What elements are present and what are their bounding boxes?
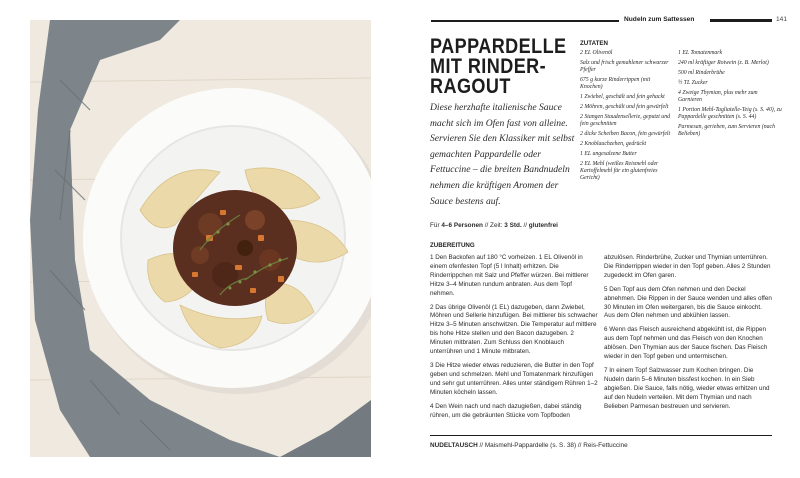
section-title: Nudeln zum Sattessen (624, 16, 695, 23)
ingredients-list-left (580, 50, 674, 185)
ingredient-item: 1 EL ungesalzene Butter (580, 151, 637, 157)
ingredient-item: 1 EL Tomatenmark (678, 50, 723, 56)
ingredient-item: ½ TL Zucker (678, 80, 708, 86)
recipe-page (420, 0, 800, 478)
footer-separator: // (577, 442, 582, 449)
ingredient-item: 2 Knoblauchzehen, gedrückt (580, 141, 647, 147)
steps-heading: ZUBEREITUNG (430, 242, 475, 249)
step-paragraph: 7 In einem Topf Salzwasser zum Kochen bringen. Die Nudeln darin 5–6 Minuten bissfest kochen. In ein Sieb abgießen. Die Sauce, falls nötig, wieder etwas erhitzen und auf den Nudeln verteilen. Mit dem Thymian und nach Belieben Parmesan bestreuen und servieren. (604, 366, 770, 410)
footer-label: NUDELTAUSCH (430, 442, 478, 449)
recipe-meta (430, 222, 558, 229)
recipe-title-line-3: RAGOUT (430, 75, 511, 98)
noodle-swap-footer (430, 442, 628, 449)
header-rule (431, 20, 619, 22)
step-paragraph: 5 Den Topf aus dem Ofen nehmen und den Deckel abnehmen. Die Rippen in der Sauce wenden und alles offen 30 Minuten im Ofen weitergaren, bis die Sauce einkocht. Aus dem Ofen nehmen und abkühlen lassen. (604, 285, 772, 320)
ingredient-item: 1 Portion Mehl-Tagliatelle-Teig (s. S. 40), zu Pappardelle geschnitten (s. S. 44) (678, 107, 782, 120)
page-number: 141 (776, 16, 788, 23)
time-prefix: // Zeit: (484, 222, 503, 229)
ingredient-item: 2 EL Olivenöl (580, 50, 613, 56)
servings-prefix: Für (430, 222, 440, 229)
meta-separator: // (523, 222, 528, 229)
ingredient-item: 240 ml kräftiger Rotwein (z. B. Merlot) (678, 60, 769, 66)
footer-alternative-2: Reis-Fettuccine (583, 442, 628, 449)
ingredient-item: 2 EL Mehl (weißes Reismehl oder Kartoffelmehl für ein glutenfreies Gericht) (580, 161, 659, 181)
ingredient-item: 2 dicke Scheiben Bacon, fein gewürfelt (580, 131, 671, 137)
footer-separator: // (479, 442, 484, 449)
step-paragraph: abzulösen. Rinderbrühe, Zucker und Thymian unterrühren. Die Rinderrippen wieder in den Topf geben. Alles 2 Stunden zugedeckt im Ofen garen. (604, 254, 771, 279)
step-paragraph: 6 Wenn das Fleisch ausreichend abgekühlt ist, die Rippen aus dem Topf nehmen und das Fleisch von den Knochen ablösen. Den Thymian aus der Sauce fischen. Das Fleisch wieder in den Topf geben und untermischen. (604, 326, 768, 361)
diet-tag: glutenfrei (528, 222, 558, 229)
footer-alternative-1: Maismehl-Pappardelle (s. S. 38) (484, 442, 577, 449)
ingredient-item: 2 Stangen Staudensellerie, geputzt und fein geschnitten (580, 114, 670, 127)
recipe-title-line-2: MIT RINDER- (430, 55, 547, 78)
ingredients-list-right (678, 50, 782, 141)
footer-rule (430, 435, 772, 436)
ingredient-item: 2 Möhren, geschält und fein gewürfelt (580, 104, 669, 110)
step-paragraph: 1 Den Backofen auf 180 °C vorheizen. 1 EL Olivenöl in einem ofenfesten Topf (5 l Inhalt) erhitzen. Die Rinderrippchen mit Salz und Pfeffer würzen. Bei mittlerer Hitze 3–4 Minuten rundum anbraten. Aus dem Topf nehmen. (430, 254, 589, 297)
recipe-title-line-1: PAPPARDELLE (430, 35, 567, 58)
time-value: 3 Std. (504, 222, 522, 229)
recipe-intro: Diese herzhafte italienische Sauce macht sich im Ofen fast von alleine. Servieren Sie den Klassiker mit selbst gemachten Pappardelle oder Fettuccine – die breiten Bandnudeln nehmen die kräftigen Aromen der Sauce bestens auf. (430, 102, 575, 207)
ingredient-item: 4 Zweige Thymian, plus mehr zum Garnieren (678, 90, 758, 103)
step-paragraph: 4 Den Wein nach und nach dazugießen, dabei ständig rühren, um die gebräunten Stücke vom Topfboden (430, 402, 582, 419)
ingredient-item: Salz und frisch gemahlener schwarzer Pfeffer (580, 60, 669, 73)
header-bar (710, 19, 772, 22)
step-paragraph: 2 Das übrige Olivenöl (1 EL) dazugeben, dann Zwiebel, Möhren und Sellerie hinzufügen. Bei mittlerer bis schwacher Hitze 3–5 Minuten anschwitzen. Die Temperatur auf mittlere bis hohe Hitze stellen und den Bacon dazugeben. 2 Minuten mitbraten. Zum Schluss den Knoblauch unterrühren und 1 Minute mitbraten. (430, 303, 598, 356)
recipe-photo (30, 20, 371, 457)
step-paragraph: 3 Die Hitze wieder etwas reduzieren, die Butter in den Topf geben und schmelzen. Mehl und Tomatenmark hinzufügen und sehr gut unterrühren. Alles unter ständigem Rühren 1–2 Minuten köcheln lassen. (430, 361, 598, 396)
ingredient-item: Parmesan, gerieben, zum Servieren (nach Belieben) (678, 124, 776, 137)
pasta-dish-illustration (30, 20, 371, 457)
steps-column-left (430, 254, 598, 425)
ingredient-item: 675 g kurze Rinderrippen (mit Knochen) (580, 77, 651, 90)
recipe-title (430, 35, 567, 98)
ingredients-heading: ZUTATEN (580, 40, 608, 47)
ingredient-item: 1 Zwiebel, geschält und fein gehackt (580, 94, 665, 100)
steps-column-right (604, 254, 772, 417)
servings-value: 4–6 Personen (441, 222, 483, 229)
ingredient-item: 500 ml Rinderbrühe (678, 70, 725, 76)
